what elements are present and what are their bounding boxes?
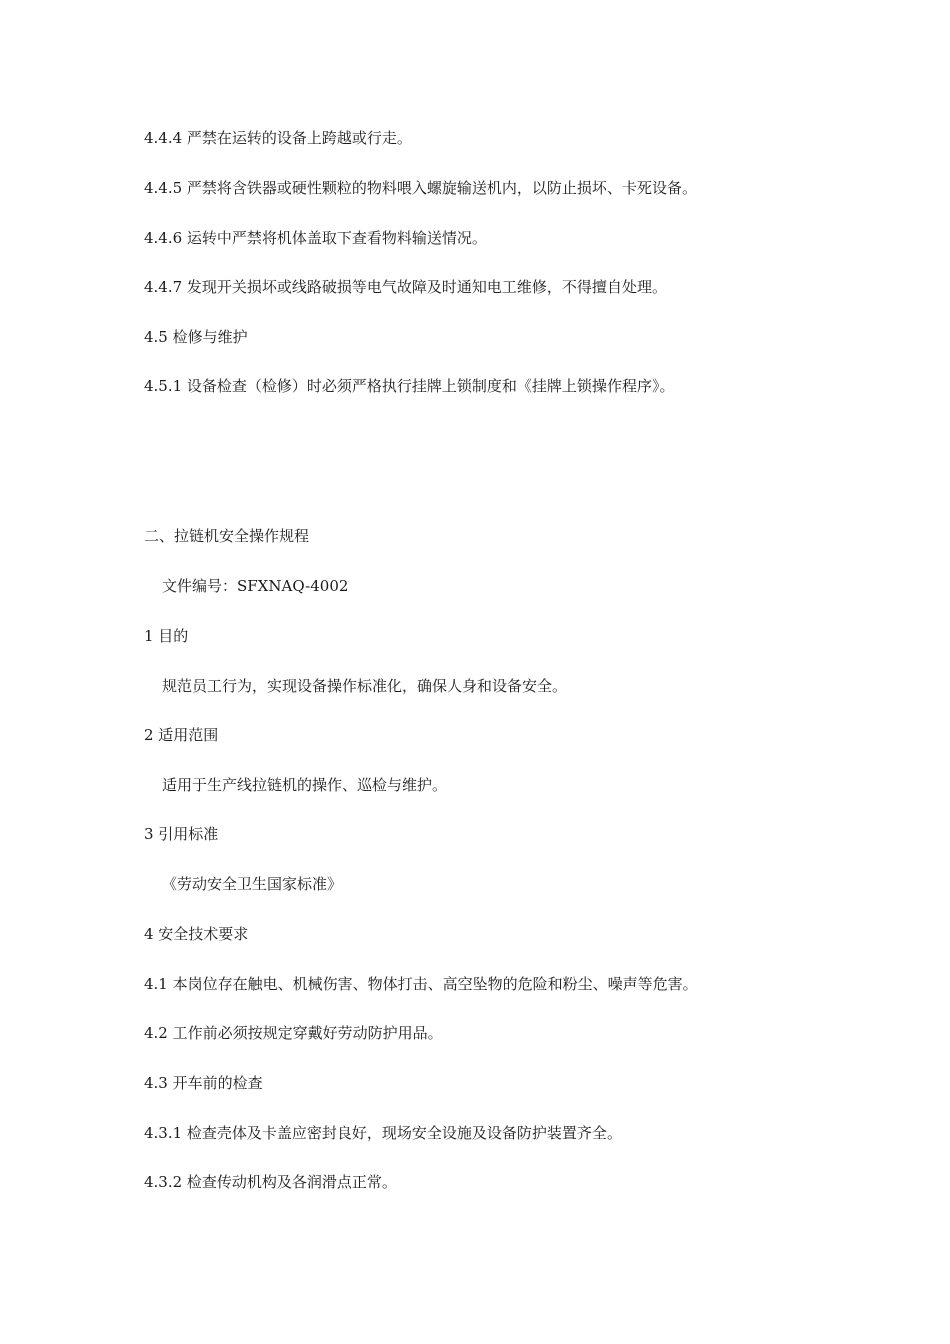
clause-4-4-4: 4.4.4 严禁在运转的设备上跨越或行走。	[144, 129, 412, 147]
section-4-3-heading: 4.3 开车前的检查	[144, 1074, 263, 1092]
section-3-body: 《劳动安全卫生国家标准》	[162, 875, 343, 893]
clause-4-3-2: 4.3.2 检查传动机构及各润滑点正常。	[144, 1173, 397, 1191]
section-2-heading: 2 适用范围	[144, 726, 219, 744]
section-2-body: 适用于生产线拉链机的操作、巡检与维护。	[162, 776, 448, 794]
clause-4-2: 4.2 工作前必须按规定穿戴好劳动防护用品。	[144, 1024, 443, 1042]
clause-4-4-7: 4.4.7 发现开关损坏或线路破损等电气故障及时通知电工维修，不得擅自处理。	[144, 278, 667, 296]
clause-4-3-1: 4.3.1 检查壳体及卡盖应密封良好，现场安全设施及设备防护装置齐全。	[144, 1124, 622, 1142]
section-1-body: 规范员工行为，实现设备操作标准化，确保人身和设备安全。	[162, 677, 568, 695]
chapter-2-title: 二、拉链机安全操作规程	[144, 527, 310, 545]
section-3-heading: 3 引用标准	[144, 825, 219, 843]
section-4-5-heading: 4.5 检修与维护	[144, 328, 248, 346]
clause-4-4-5: 4.4.5 严禁将含铁器或硬性颗粒的物料喂入螺旋输送机内，以防止损坏、卡死设备。	[144, 179, 697, 197]
document-number: 文件编号：SFXNAQ-4002	[162, 577, 349, 595]
clause-4-4-6: 4.4.6 运转中严禁将机体盖取下查看物料输送情况。	[144, 229, 487, 247]
clause-4-5-1: 4.5.1 设备检查（检修）时必须严格执行挂牌上锁制度和《挂牌上锁操作程序》。	[144, 377, 675, 395]
clause-4-1: 4.1 本岗位存在触电、机械伤害、物体打击、高空坠物的危险和粉尘、噪声等危害。	[144, 975, 698, 993]
section-1-heading: 1 目的	[144, 627, 189, 645]
section-4-heading: 4 安全技术要求	[144, 925, 249, 943]
